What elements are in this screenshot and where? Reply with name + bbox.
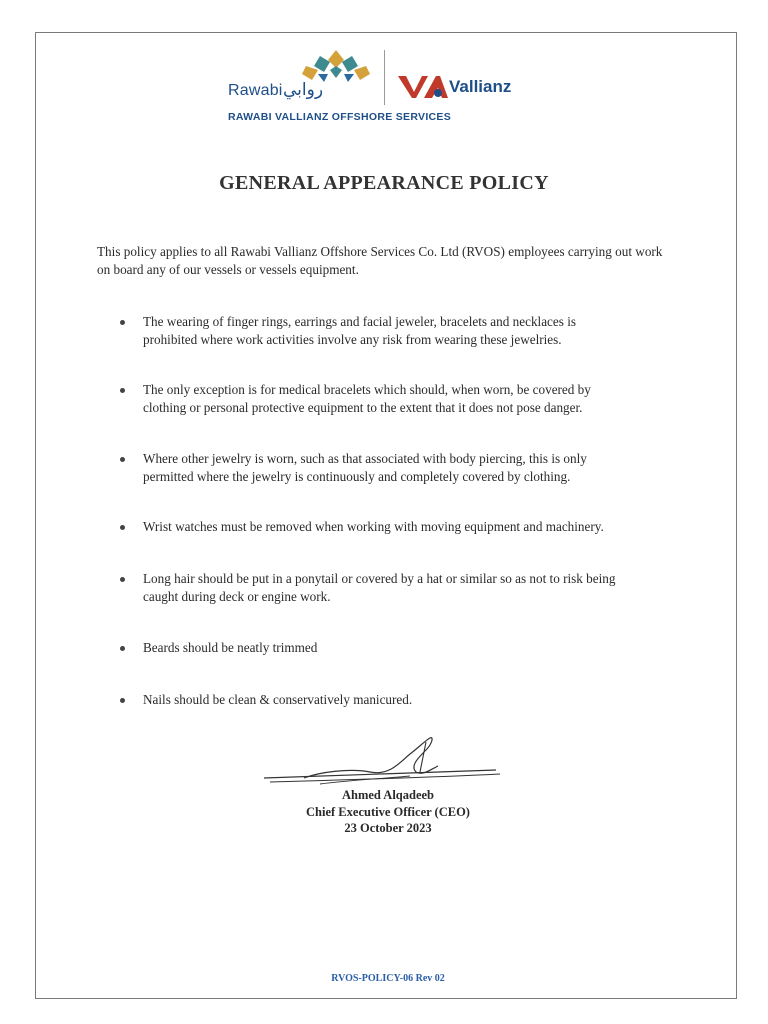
bullet-text-line: Nails should be clean & conservatively manicured.	[143, 692, 413, 707]
bullet-text-line: Where other jewelry is worn, such as that associated with body piercing, this is only	[143, 451, 587, 466]
letterhead	[0, 0, 768, 130]
bullet-item	[143, 313, 688, 349]
bullet-item	[143, 518, 688, 536]
bullet-icon	[120, 698, 125, 703]
bullet-item	[143, 570, 688, 606]
bullet-item	[143, 691, 688, 709]
rawabi-brand-arabic: روابي	[283, 80, 324, 100]
rawabi-brand-name: Rawabi	[228, 82, 283, 99]
logo-divider	[384, 50, 385, 105]
bullet-icon	[120, 457, 125, 462]
bullet-icon	[120, 388, 125, 393]
bullet-text-line: Beards should be neatly trimmed	[143, 640, 318, 655]
vallianz-brand-name: Vallianz	[449, 77, 512, 96]
bullet-text-line: clothing or personal protective equipment to the extent that it does not pose danger.	[143, 400, 583, 415]
bullet-text-line: The wearing of finger rings, earrings and facial jeweler, bracelets and necklaces is	[143, 314, 576, 329]
signatory-role: Chief Executive Officer (CEO)	[306, 805, 470, 819]
bullet-icon	[120, 646, 125, 651]
bullet-icon	[120, 525, 125, 530]
policy-intro: This policy applies to all Rawabi Vallianz Offshore Services Co. Ltd (RVOS) employees carrying out work on board any of our vessels or vessels equipment.	[97, 244, 663, 277]
bullet-item	[143, 450, 688, 486]
bullet-text-line: prohibited where work activities involve any risk from wearing these jewelries.	[143, 332, 562, 347]
bullet-text-line: The only exception is for medical bracelets which should, when worn, be covered by	[143, 382, 591, 397]
bullet-text-line: Long hair should be put in a ponytail or covered by a hat or similar so as not to risk being	[143, 571, 616, 586]
bullet-icon	[120, 320, 125, 325]
document-reference: RVOS-POLICY-06 Rev 02	[331, 973, 445, 984]
handwritten-signature	[260, 732, 510, 788]
bullet-item	[143, 381, 688, 417]
policy-title: GENERAL APPEARANCE POLICY	[219, 172, 549, 194]
bullet-item	[143, 639, 688, 657]
company-name: RAWABI VALLIANZ OFFSHORE SERVICES	[228, 111, 452, 123]
bullet-text-line: permitted where the jewelry is continuously and completely covered by clothing.	[143, 469, 571, 484]
bullet-text-line: caught during deck or engine work.	[143, 589, 331, 604]
signature-date: 23 October 2023	[344, 821, 432, 835]
bullet-text-line: Wrist watches must be removed when working with moving equipment and machinery.	[143, 519, 604, 534]
vallianz-logo-mark	[398, 74, 450, 98]
signatory-name: Ahmed Alqadeeb	[341, 788, 435, 802]
bullet-icon	[120, 577, 125, 582]
